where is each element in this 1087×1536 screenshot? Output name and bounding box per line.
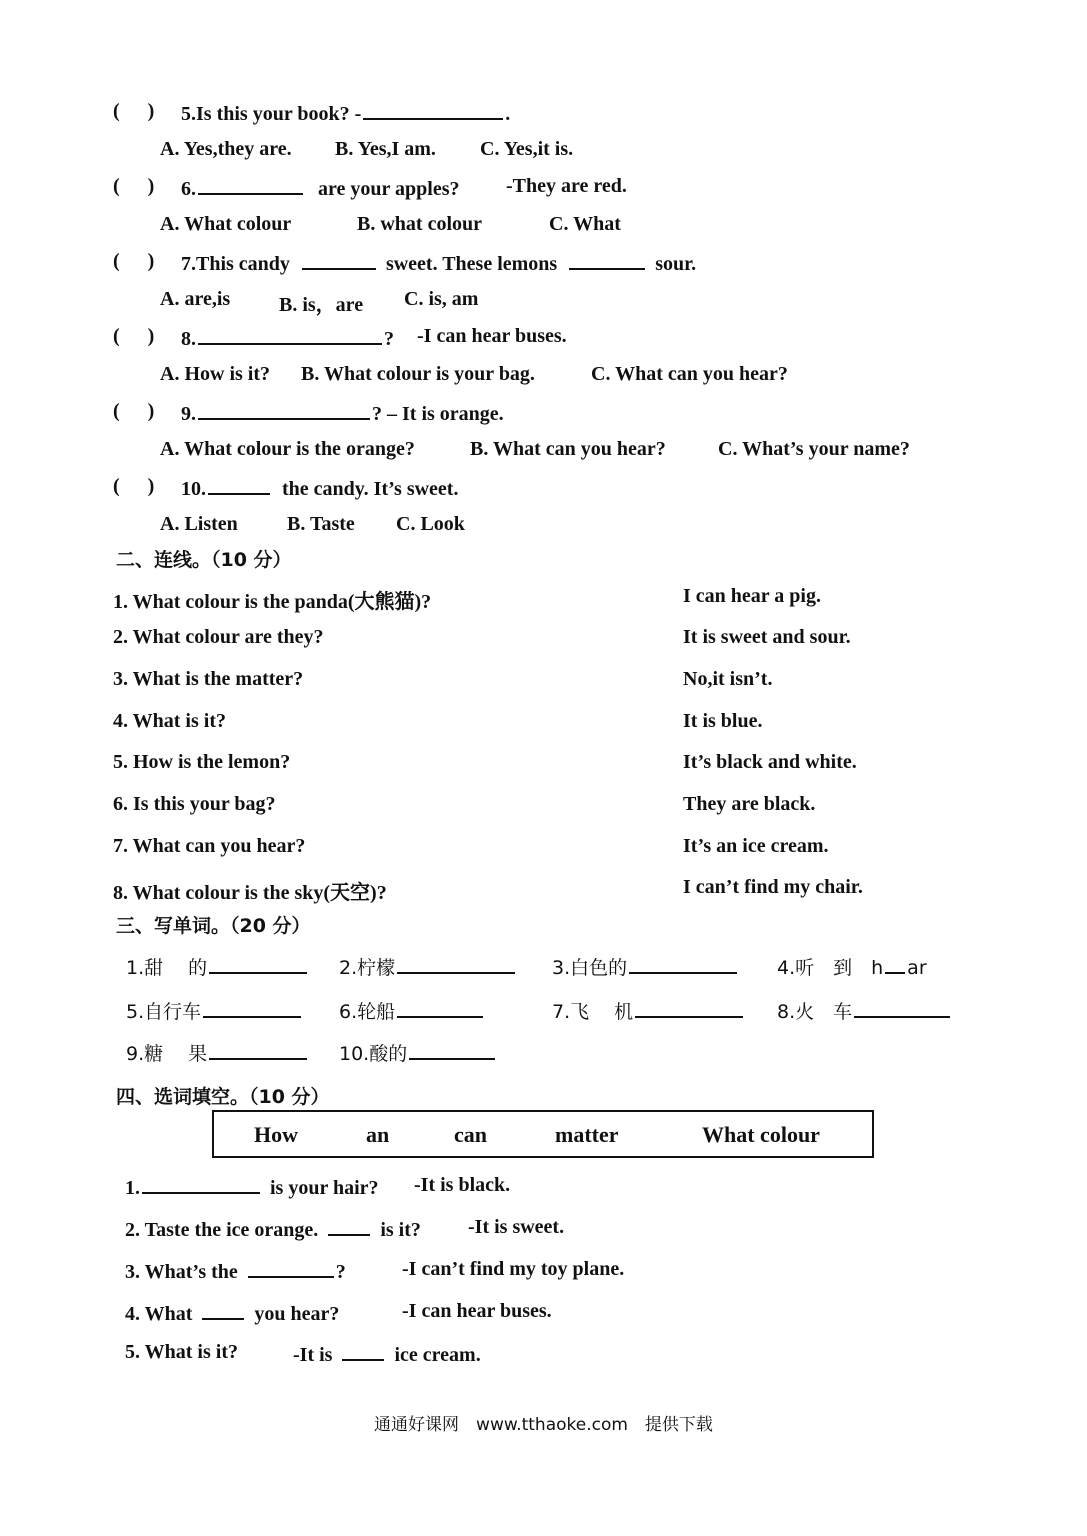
fill-blank[interactable] — [202, 1300, 244, 1320]
q7-option-b[interactable]: B. is，are — [279, 294, 364, 316]
fill-question-4: 4. What you hear? — [125, 1300, 339, 1326]
fill-answer-3: -I can’t find my toy plane. — [402, 1258, 625, 1280]
fill-answer-1: -It is black. — [414, 1174, 511, 1196]
q10-option-a[interactable]: A. Listen — [160, 513, 238, 535]
question-10: 10. the candy. It’s sweet. — [181, 475, 458, 501]
word-bank-item[interactable]: matter — [555, 1122, 619, 1147]
word-blank[interactable] — [203, 998, 301, 1018]
fill-answer-5: -It is ice cream. — [293, 1341, 481, 1367]
fill-answer-4: -I can hear buses. — [402, 1300, 552, 1322]
section-3-title: 三、写单词。（20 分） — [116, 915, 311, 937]
answer-blank[interactable] — [198, 325, 382, 345]
match-right-item[interactable]: No,it isn’t. — [683, 668, 773, 690]
q6-option-b[interactable]: B. what colour — [357, 213, 482, 235]
match-left-item[interactable]: 4. What is it? — [113, 710, 226, 732]
answer-paren[interactable]: ( ) — [113, 325, 155, 347]
answer-blank[interactable] — [198, 175, 303, 195]
fill-question-3: 3. What’s the ? — [125, 1258, 346, 1284]
fill-answer-2: -It is sweet. — [468, 1216, 565, 1238]
q8-option-b[interactable]: B. What colour is your bag. — [301, 363, 535, 385]
word-item: 5.自行车 — [126, 997, 303, 1024]
fill-blank[interactable] — [342, 1341, 384, 1361]
match-right-item[interactable]: It is sweet and sour. — [683, 626, 851, 648]
section-4-title: 四、选词填空。（10 分） — [116, 1086, 330, 1108]
match-right-item[interactable]: It’s an ice cream. — [683, 835, 829, 857]
match-right-item[interactable]: I can hear a pig. — [683, 585, 821, 607]
fill-blank[interactable] — [142, 1174, 260, 1194]
word-bank — [212, 1110, 874, 1158]
word-bank-item[interactable]: an — [366, 1122, 390, 1147]
answer-paren[interactable]: ( ) — [113, 175, 155, 197]
question-8: 8. ? — [181, 325, 394, 351]
word-bank-item[interactable]: can — [454, 1122, 487, 1147]
answer-paren[interactable]: ( ) — [113, 400, 155, 422]
match-left-item[interactable]: 3. What is the matter? — [113, 668, 304, 690]
word-item: 10.酸的 — [339, 1039, 497, 1066]
fill-question-5: 5. What is it? — [125, 1341, 238, 1363]
q10-option-b[interactable]: B. Taste — [287, 513, 355, 535]
match-left-item[interactable]: 7. What can you hear? — [113, 835, 306, 857]
question-5: 5.Is this your book? - . — [181, 100, 510, 126]
fill-blank[interactable] — [328, 1216, 370, 1236]
answer-blank[interactable] — [198, 400, 370, 420]
question-9: 9. ? – It is orange. — [181, 400, 504, 426]
word-blank[interactable] — [885, 954, 905, 974]
word-blank[interactable] — [397, 954, 515, 974]
q8-option-a[interactable]: A. How is it? — [160, 363, 270, 385]
q8-option-c[interactable]: C. What can you hear? — [591, 363, 788, 385]
match-left-item[interactable]: 2. What colour are they? — [113, 626, 324, 648]
q6-answer: -They are red. — [506, 175, 627, 197]
q9-option-a[interactable]: A. What colour is the orange? — [160, 438, 415, 460]
answer-paren[interactable]: ( ) — [113, 250, 155, 272]
section-2-title: 二、连线。（10 分） — [116, 549, 292, 571]
word-item: 4.听 到 h ar — [777, 953, 927, 980]
answer-paren[interactable]: ( ) — [113, 100, 155, 122]
word-item: 3.白色的 — [552, 953, 739, 980]
answer-paren[interactable]: ( ) — [113, 475, 155, 497]
fill-question-2: 2. Taste the ice orange. is it? — [125, 1216, 421, 1242]
word-blank[interactable] — [854, 998, 950, 1018]
q10-option-c[interactable]: C. Look — [396, 513, 465, 535]
word-item: 9.糖 果 — [126, 1039, 309, 1066]
word-blank[interactable] — [209, 1040, 307, 1060]
answer-blank[interactable] — [302, 250, 376, 270]
q7-option-c[interactable]: C. is, am — [404, 288, 479, 310]
q5-option-a[interactable]: A. Yes,they are. — [160, 138, 292, 160]
q9-option-c[interactable]: C. What’s your name? — [718, 438, 910, 460]
answer-blank[interactable] — [569, 250, 645, 270]
question-6: 6. are your apples? — [181, 175, 460, 201]
q7-option-a[interactable]: A. are,is — [160, 288, 231, 310]
word-item: 2.柠檬 — [339, 953, 517, 980]
match-right-item[interactable]: It is blue. — [683, 710, 763, 732]
match-left-item[interactable]: 8. What colour is the sky(天空)? — [113, 882, 387, 904]
match-right-item[interactable]: It’s black and white. — [683, 751, 857, 773]
word-blank[interactable] — [409, 1040, 495, 1060]
fill-blank[interactable] — [248, 1258, 334, 1278]
match-right-item[interactable]: They are black. — [683, 793, 816, 815]
word-bank-item[interactable]: How — [254, 1122, 298, 1147]
q5-option-c[interactable]: C. Yes,it is. — [480, 138, 574, 160]
answer-blank[interactable] — [363, 100, 503, 120]
match-right-item[interactable]: I can’t find my chair. — [683, 876, 863, 898]
word-item: 7.飞 机 — [552, 997, 745, 1024]
q9-option-b[interactable]: B. What can you hear? — [470, 438, 666, 460]
match-left-item[interactable]: 1. What colour is the panda(大熊猫)? — [113, 591, 432, 613]
word-blank[interactable] — [629, 954, 737, 974]
word-blank[interactable] — [209, 954, 307, 974]
page-footer: 通通好课网 www.tthaoke.com 提供下载 — [374, 1415, 713, 1435]
q6-option-a[interactable]: A. What colour — [160, 213, 292, 235]
word-item: 1.甜 的 — [126, 953, 309, 980]
match-left-item[interactable]: 5. How is the lemon? — [113, 751, 291, 773]
match-left-item[interactable]: 6. Is this your bag? — [113, 793, 276, 815]
q6-option-c[interactable]: C. What — [549, 213, 621, 235]
word-bank-item[interactable]: What colour — [702, 1122, 820, 1147]
word-item: 8.火 车 — [777, 997, 952, 1024]
answer-blank[interactable] — [208, 475, 270, 495]
q5-option-b[interactable]: B. Yes,I am. — [335, 138, 436, 160]
word-blank[interactable] — [635, 998, 743, 1018]
fill-question-1: 1. is your hair? — [125, 1174, 379, 1200]
word-blank[interactable] — [397, 998, 483, 1018]
question-7: 7.This candy sweet. These lemons sour. — [181, 250, 696, 276]
word-item: 6.轮船 — [339, 997, 485, 1024]
q8-answer: -I can hear buses. — [417, 325, 567, 347]
